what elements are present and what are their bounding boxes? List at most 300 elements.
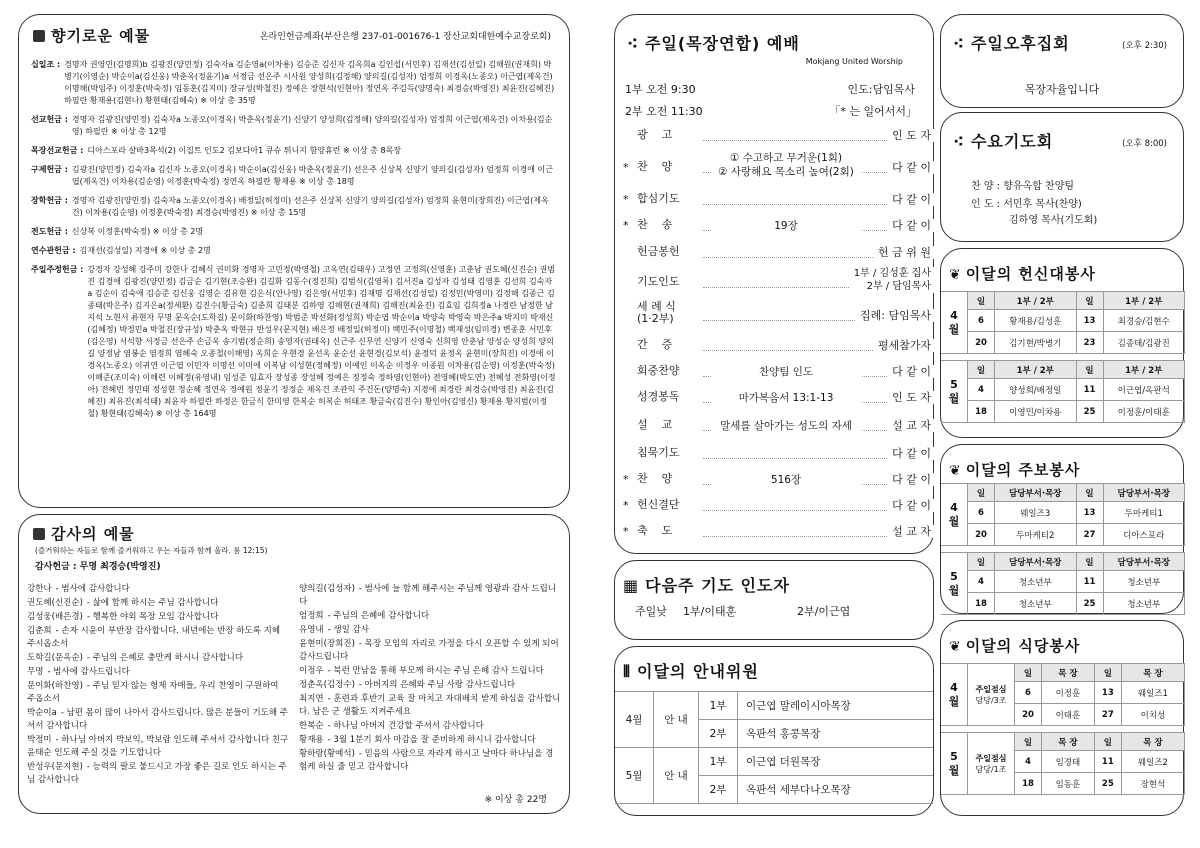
thanks-name: 황하랑(황예석) (299, 749, 355, 759)
offering-list (31, 59, 557, 420)
duty-header-cell: 일 (968, 292, 995, 310)
duty-names: 이정훈/이태훈 (1103, 401, 1185, 423)
thanks-item (299, 679, 561, 692)
wednesday-panel (940, 112, 1184, 242)
worship-star: * (623, 525, 629, 538)
offering-group-label: 목장선교헌금 : (31, 146, 84, 155)
thanks-item (299, 610, 561, 623)
duty-day: 20 (1015, 704, 1042, 726)
offering-group-label: 십일조 : (31, 60, 61, 69)
duty-header-cell: 1부 / 2부 (995, 292, 1077, 310)
worship-item-name: 기도인도 (637, 275, 680, 288)
offering-group (31, 245, 557, 257)
worship-item-leader: 다 같 이 (888, 499, 935, 512)
duty-day: 20 (968, 332, 995, 354)
duty-names: 임동훈 (1042, 773, 1095, 795)
worship-item-name: 합심기도 (637, 192, 680, 205)
heart-bullet-icon: ❦ (949, 463, 962, 479)
thanks-item (299, 734, 561, 747)
thanks-name: 강한나 (27, 584, 52, 594)
duty-month: 4 월 (941, 484, 968, 546)
thanks-text: - 삶에 함께 하시는 주님 감사합니다 (86, 598, 219, 608)
duty-header-cell: 일 (1094, 664, 1121, 682)
duty-day: 13 (1076, 502, 1103, 524)
worship-item-leader: 다 같 이 (888, 219, 935, 232)
duty-names: 이영민/이차용 (995, 401, 1077, 423)
worship-item (615, 149, 935, 187)
guides-part: 2부 (699, 776, 738, 804)
duty-names: 웨일즈3 (995, 502, 1077, 524)
offering-group (31, 264, 557, 420)
thanks-name: 정춘옥(김정수) (299, 680, 355, 690)
duty-names: 청소년부 (995, 571, 1077, 593)
guides-table (615, 691, 933, 804)
bulletin-duty-tables (941, 483, 1185, 621)
worship-item (615, 467, 935, 493)
thanks-item (27, 680, 289, 706)
worship-item (615, 239, 935, 267)
thanks-text: - 생일 감사 (327, 625, 369, 635)
duty-names: 웨일즈1 (1121, 682, 1184, 704)
duty-month: 4 월 (941, 664, 968, 726)
duty-month: 5 월 (941, 733, 968, 795)
thanks-name: 유영내 (299, 625, 324, 635)
duty-day: 13 (1094, 682, 1121, 704)
worship-item-content: 19장 (711, 219, 861, 233)
worship-item-leader: 집례: 담임목사 (856, 309, 935, 322)
duty-names: 이정훈 (1042, 682, 1095, 704)
offering-group-names: 디아스포라 살바3목석(2) 이집트 인도2 김보다아1 큐슈 튀니지 함양휴런 ※ 이상 총 8목장 (87, 146, 402, 155)
thanks-text: - 행복한 야외 목장 모임 감사합니다 (86, 612, 219, 622)
thanks-text: - 범사에 감사합니다 (55, 584, 130, 594)
thanks-right-column (299, 583, 561, 775)
bulletin-duty-table (941, 552, 1185, 615)
duty-header-cell: 담당부서·목장 (1103, 553, 1185, 571)
worship-item-name: 찬 양 (637, 160, 673, 173)
duty-row (941, 310, 1185, 332)
duty-label-sub: 담당/1조 (975, 764, 1007, 774)
duty-names: 두마케티1 (1103, 502, 1185, 524)
checker-bullet-icon: ▦ (623, 576, 640, 595)
duty-header-cell: 목 장 (1121, 733, 1184, 751)
guides-month: 5월 (615, 748, 654, 804)
duty-names: 양성희/배정일 (995, 379, 1077, 401)
duty-row (941, 379, 1185, 401)
duty-row (941, 593, 1185, 615)
thanks-text: - 하나님 아버지 박보익, 박보람 인도해 주셔서 감사합니다 친구 윤태순 인도해 주실 것을 기도합니다 (27, 735, 289, 758)
worship-item-leader: 다 같 이 (888, 365, 935, 378)
thanks-item (27, 734, 289, 760)
worship-item (615, 411, 935, 441)
duty-header-cell: 목 장 (1042, 733, 1095, 751)
standing-note: 「* 는 일어서서」 (829, 105, 917, 118)
worship-item-leader: 인 도 자 (888, 391, 935, 404)
thanks-name: 최지연 (299, 694, 324, 704)
thanks-text: - 하나님 아버지 건강할 주셔서 감사합니다 (327, 721, 484, 731)
worship-item-name: 헌신결단 (637, 498, 680, 511)
worship-item (615, 333, 935, 359)
worship-item-leader: 다 같 이 (888, 161, 935, 174)
duty-day: 6 (1015, 682, 1042, 704)
duty-header-cell: 1부 / 2부 (1103, 361, 1185, 379)
thanks-item (299, 665, 561, 678)
wednesday-time: (오후 8:00) (1122, 139, 1167, 149)
worship-item-content: 말세를 살아가는 성도의 자세 (711, 419, 861, 433)
offering-duty-tables (941, 291, 1185, 429)
worship-title: 주일(목장연합) 예배 (644, 34, 800, 53)
worship-item-name: 설 교 (637, 418, 673, 431)
heart-bullet-icon: ❦ (949, 267, 962, 283)
duty-names: 김기현/박병기 (995, 332, 1077, 354)
duty-day: 13 (1076, 310, 1103, 332)
thanks-item (27, 625, 289, 651)
title-bullet-icon (33, 30, 45, 42)
duty-header-cell: 일 (1015, 733, 1042, 751)
thanks-item (299, 748, 561, 774)
duty-header-row (941, 484, 1185, 502)
offering-duty-table (941, 291, 1185, 354)
duty-header-cell: 일 (968, 484, 995, 502)
thanks-name: 무명 (27, 667, 44, 677)
worship-item (615, 519, 935, 545)
offering-group-label: 구제헌금 : (31, 165, 68, 174)
offering-group-label: 전도헌금 : (31, 227, 68, 236)
thanks-text: - 남편 몸이 많이 나아서 감사드립니다. 많은 분들이 기도해 주셔서 감사합니다 (27, 708, 288, 731)
thanks-item (299, 624, 561, 637)
duty-header-cell: 목 장 (1121, 664, 1184, 682)
worship-item-leader: 1부 / 김성훈 집사 2부 / 담임목사 (850, 267, 935, 293)
worship-item-name: 회중찬양 (637, 364, 680, 377)
duty-month: 5 월 (941, 553, 968, 615)
duty-month: 5 월 (941, 361, 968, 423)
worship-item (615, 213, 935, 239)
prayer-leader-second: 2부/이근엽 (797, 605, 851, 618)
thanks-total: ※ 이상 총 22명 (484, 795, 547, 805)
duty-header-row (941, 553, 1185, 571)
duty-day: 27 (1076, 524, 1103, 546)
duty-names: 청소년부 (995, 593, 1077, 615)
kitchen-duty-table (941, 663, 1185, 726)
guides-role: 안 내 (654, 692, 699, 748)
guides-part: 1부 (699, 748, 738, 776)
guides-month: 4월 (615, 692, 654, 748)
worship-item-content: ① 수고하고 무거운(1회) ② 사랑해요 목소리 높여(2회) (711, 151, 861, 179)
worship-item-name: 세 례 식 (1·2부) (637, 300, 676, 325)
duty-day: 11 (1076, 379, 1103, 401)
offering-group-names: 김재선(김성일) 지경애 ※ 이상 총 2명 (79, 246, 211, 255)
prayer-leaders-panel (614, 560, 934, 640)
worship-item-leader: 설 교 자 (888, 525, 935, 538)
thanks-name: 엄정희 (299, 611, 324, 621)
thanks-item (27, 611, 289, 624)
offering-group-names: 김광진(양민정) 김숙자a 김신자 노종오(이경옥) 박순이a(김신웅) 박춘옥(정윤기) 선은주 신상복 신양기 양의길(김성자) 엄정희 이경애 이근엽(제옥건) 이차용(김순영) 이정훈(박숙정) 정연옥 하필란 황재용 ※ 이상 총 18명 (71, 165, 554, 186)
offering-group-names: 경명자 권영민(김명희)b 김광진(양민정) 김숙자a 김순영a(이차용) 김승준 김신자 김옥희a 김인섭(서민후) 김재선(김선일) 김해원(권재희) 박병기(이영순) 박순이a(김신웅) 박춘옥(정윤기)a 서정금 선은주 시사원 양성희(김정해) 양의길(김성자) 엄정희 이경옥(노종오) 이근엽(제옥건) 이명해(박임주) 이정훈(박숙정) 임동훈(김지미) 장규성(박철진) 정예은 장현석(인현아) 정연옥 주김득(양명숙) 최경승(박영진) 최윤진(김혜진) 하필란 황재용(김현나) 황현태(김혜숙) ※ 이상 총 35명 (64, 60, 555, 105)
duty-row (941, 524, 1185, 546)
duty-label-main: 주일점심 (975, 684, 1007, 694)
worship-item-leader: 다 같 이 (888, 473, 935, 486)
guides-row (615, 692, 933, 720)
worship-item-name: 헌금봉헌 (637, 245, 680, 258)
duty-names: 이태훈 (1042, 704, 1095, 726)
worship-item-name: 성경봉독 (637, 390, 680, 403)
worship-item (615, 441, 935, 467)
kitchen-duty-title: 이달의 식당봉사 (965, 637, 1081, 655)
duty-names: 장현석 (1121, 773, 1184, 795)
thanks-name: 황재용 (299, 735, 324, 745)
duty-day: 4 (968, 571, 995, 593)
guides-role: 안 내 (654, 748, 699, 804)
worship-item (615, 385, 935, 411)
worship-item-name: 찬 송 (637, 218, 673, 231)
duty-names: 이치성 (1121, 704, 1184, 726)
offering-group (31, 145, 557, 157)
duty-day: 20 (968, 524, 995, 546)
duty-day: 25 (1076, 593, 1103, 615)
duty-month: 4 월 (941, 292, 968, 354)
worship-item-name: 간 증 (637, 338, 673, 351)
offering-group-label: 주일주정헌금 : (31, 265, 84, 274)
thanks-text: - 훈련과 후반기 교육 잘 마치고 자대배치 받게 하심을 감사합니다. 남은 군 생활도 지켜주세요 (299, 694, 561, 717)
offering-panel (18, 14, 570, 508)
worship-panel (614, 14, 934, 554)
duty-day: 11 (1076, 571, 1103, 593)
thanks-name: 박순이a (27, 708, 57, 718)
bullet-icon: ⁖ (953, 34, 965, 53)
duty-names: 황재용/김성훈 (995, 310, 1077, 332)
duty-header-cell: 1부 / 2부 (1103, 292, 1185, 310)
bars-bullet-icon: ⦀ (623, 662, 632, 681)
thanks-title: 감사의 예물 (51, 525, 135, 543)
thanks-item (27, 666, 289, 679)
thanks-text: - 목장 모임의 자리로 가정을 다시 오픈할 수 있게 되어 감사드립니다 (299, 639, 559, 662)
bullet-icon: ⁖ (953, 132, 965, 151)
kitchen-duty-tables (941, 663, 1185, 801)
duty-day: 25 (1094, 773, 1121, 795)
thanks-name: 윤현미(장희진) (299, 639, 355, 649)
thanks-name: 이정우 (299, 666, 324, 676)
wednesday-leader: 인 도 : 서민후 목사(찬양) (971, 199, 1082, 210)
duty-label-sub: 담당/3조 (975, 695, 1007, 705)
worship-star: * (623, 161, 629, 174)
wednesday-praise: 찬 양 : 향유옥합 찬양팀 (971, 181, 1075, 192)
thanks-item (27, 583, 289, 596)
duty-names: 김종태/김광진 (1103, 332, 1185, 354)
thanks-text: - 주님의 은혜에 감사합니다 (327, 611, 430, 621)
duty-header-row (941, 664, 1185, 682)
thanks-item (299, 638, 561, 664)
thanks-name: 김성웅(배은경) (27, 612, 83, 622)
duty-names: 이근엽/옥판석 (1103, 379, 1185, 401)
guides-value: 옥판석 세부다나오목장 (738, 776, 934, 804)
thanks-name: 권도혜(신진순) (27, 598, 83, 608)
thanks-subtitle: 감사헌금 : 무명 최경승(박영진) (35, 562, 161, 572)
worship-item (615, 267, 935, 299)
account-info: 온라인헌금계좌(부산은행 237-01-001676-1 장산교회대한예수교장로회) (259, 32, 551, 42)
duty-header-cell: 일 (1076, 553, 1103, 571)
duty-header-cell: 일 (1076, 484, 1103, 502)
thanks-text: - 북런 만남을 통해 부모께 하시는 주님 은혜 감사 드립니다 (327, 666, 544, 676)
title-bullet-icon (33, 528, 45, 540)
offering-group (31, 164, 557, 188)
thanks-item (27, 597, 289, 610)
afternoon-time: (오후 2:30) (1122, 41, 1167, 51)
worship-item-name: 침묵기도 (637, 446, 680, 459)
duty-label-main: 주일점심 (975, 753, 1007, 763)
duty-names: 두마케티2 (995, 524, 1077, 546)
worship-item-leader: 다 같 이 (888, 447, 935, 460)
offering-group-names: 경명자 김광진(양민정) 김숙자a 노종오(이경옥) 배정일(허정미) 선은주 신상복 신양기 양의길(김성자) 엄정희 윤현미(장희진) 이근엽(제옥건) 이차용(김순영) 이정훈(박숙정) 최경승(박영진) ※ 이상 총 15명 (71, 196, 549, 217)
thanks-left-column (27, 583, 289, 788)
thanks-name: 도학길(문옥순) (27, 653, 83, 663)
wednesday-leader-2: 김하영 목사(기도회) (1009, 215, 1098, 226)
thanks-name: 양의길(김성자) (299, 584, 355, 594)
thanks-text: - 주님 믿지 않는 형제 자매들, 우리 찬영이 구원하여 주옵소서 (27, 681, 279, 704)
duty-header-row (941, 733, 1185, 751)
guides-part: 2부 (699, 720, 738, 748)
worship-item-content: 516장 (711, 473, 861, 487)
prayer-leaders-label: 주일낮 (635, 605, 667, 618)
duty-row (941, 401, 1185, 423)
worship-item-leader: 다 같 이 (888, 193, 935, 206)
bible-verse: (즐거워하는 자들로 함께 즐거워하고 우는 자들과 함께 울라. 롬 12:15) (35, 546, 268, 555)
duty-names: 청소년부 (1103, 571, 1185, 593)
afternoon-text: 목장자율입니다 (1024, 83, 1100, 96)
second-service-time: 2부 오전 11:30 (625, 105, 703, 118)
worship-item (615, 493, 935, 519)
kitchen-duty-table (941, 732, 1185, 795)
offering-group-names: 강경자 강성혜 강주미 강한나 김혜식 권미화 경명자 고민정(박영철) 고옥연(김태우) 고정연 고정희(신영훈) 고춘남 권도혜(신진순) 권범진 김경애 김광진(양민정) 김금순 김기현(조승완) 김길화 김동수(정진희) 김범식(김영록) 김서진a 김성자 김성태 김영훈 김선희 김숙자a 김순이 김숙애 김승준 김신웅 김영순 김유현 김은식(안나영) 김은영(서민후) 김재명 김재선(김성일) 김정민(박영미) 김정해 김종근 김종태(박은주) 김지은a(정세환) 김진수(황금숙) 김춘희 김태분 김하영 김해현(권재희) 김해진(최윤진) 김효임 김희정a 나경란 남정한 남지석 노현서 류현자 무명 문옥순(도학길) 문이화(하찬영) 박범준 박선화(정성희) 박순엽 박순이a 박양숙 박영숙 박은주a 박지미 박재신(김혜정) 박정민a 박철진(장규성) 박춘옥 박현규 반성우(문지현) 배은정 배정일(허정미) 백민주(이명철) 백재성(임미경) 변종훈 서민후(김은영) 서석향 서정금 선은주 손금옥 송기범(정순희) 송영자(권태옥) 신근주 신무연 신양기 신영숙 신희영 안춘남 양성순 양성희 양의길 양정남 염봉순 염정희 염혜숙 오종철(이해영) 옥희순 우현경 윤선옥 윤순선 윤현경(김보석) 윤정덕 윤정옥 윤현미(장희진) 이경애 이경옥(노종오) 이귀연 이근엽 이민자 이명선 이미애 이복남 이성현(정혜정) 이예인 이옥순 이정우 이종원 이차용(김순영) 이정훈(박숙정) 이해준(조미숙) 이해련 이혜정(유영내) 임성준 임효자 장성종 장성혜 정예은 정정숙 정하영(인현아) 전영혜(박도연) 전혜성 전화영(이정아) 전혜빈 정민태 정성현 정순혜 정연옥 정예원 정윤기 정정순 제옥건 조관익 주건돈(양명숙) 지경애 최경란 최경승(박영진) 최윤진(김혜진) 최유진(최석태) 최윤자 하필란 하정은 한금식 한미영 한복순 허복순 허태조 황금숙(김진수) 황인아(김영신) 황재용 황지범(이정철) 황현태(김혜숙) ※ 이상 총 164명 (87, 265, 556, 418)
prayer-leaders-title: 다음주 기도 인도자 (645, 576, 790, 595)
offering-group-names: 신상복 이정훈(박숙정) ※ 이상 총 2명 (71, 227, 204, 236)
worship-item-name: 찬 양 (637, 472, 673, 485)
duty-day: 6 (968, 310, 995, 332)
duty-label (968, 664, 1015, 726)
thanks-text: - 능력의 팔로 붙드시고 가장 좋은 길로 인도 하시는 주님 감사합니다 (27, 762, 287, 785)
offering-group-names: 경명자 김광진(양민정) 김숙자a 노종오(이경옥) 박춘옥(정윤기) 신양기 양성희(김정해) 양의길(김성자) 엄정희 이근엽(제옥건) 이차용(김순영) 하필란 ※ 이상 총 12명 (71, 115, 553, 136)
offering-group-label: 선교헌금 : (31, 115, 68, 124)
offering-group (31, 195, 557, 219)
duty-day: 18 (1015, 773, 1042, 795)
guides-value: 이근엽 말레이시아목장 (738, 692, 934, 720)
afternoon-panel (940, 14, 1184, 108)
bulletin-duty-table (941, 483, 1185, 546)
duty-day: 6 (968, 502, 995, 524)
duty-header-cell: 일 (1015, 664, 1042, 682)
guides-title: 이달의 안내위원 (637, 662, 759, 681)
worship-item-leader: 평세참가자 (874, 339, 935, 352)
worship-item-name: 축 도 (637, 524, 673, 537)
wednesday-title: 수요기도회 (970, 132, 1054, 151)
thanks-item (27, 652, 289, 665)
guides-grid (615, 691, 933, 804)
offering-title: 향기로운 예물 (51, 27, 151, 45)
thanks-text: - 손자 시윤이 부반장 감사합니다. 내년에는 반장 하도록 지혜 주시옵소서 (27, 626, 281, 649)
duty-header-cell: 일 (1094, 733, 1121, 751)
worship-item (615, 359, 935, 385)
thanks-name: 문이화(하찬영) (27, 681, 83, 691)
heart-bullet-icon: ❦ (949, 639, 962, 655)
duty-header-cell: 목 장 (1042, 664, 1095, 682)
thanks-name: 김춘희 (27, 626, 52, 636)
thanks-text: - 주님의 은혜로 충만케 하시니 감사합니다 (86, 653, 244, 663)
afternoon-title: 주일오후집회 (970, 34, 1070, 53)
duty-header-row (941, 292, 1185, 310)
guides-row (615, 748, 933, 776)
worship-subtitle: Mokjang United Worship (805, 57, 903, 66)
thanks-text: - 믿음의 사람으로 자라게 하시고 날마다 하나님을 경험케 하실 줄 믿고 감사합니다 (299, 749, 554, 772)
offering-duty-title: 이달의 헌신대봉사 (965, 265, 1096, 283)
duty-names: 디아스포라 (1103, 524, 1185, 546)
duty-label (968, 733, 1015, 795)
worship-bullet-icon: ⁖ (627, 34, 639, 53)
thanks-text: - 범사에 감사드립니다 (47, 667, 130, 677)
duty-row (941, 502, 1185, 524)
duty-day: 25 (1076, 401, 1103, 423)
worship-item-name: 광 고 (637, 128, 673, 141)
duty-day: 18 (968, 401, 995, 423)
thanks-item (299, 693, 561, 719)
duty-day: 23 (1076, 332, 1103, 354)
thanks-name: 한복순 (299, 721, 324, 731)
worship-star: * (623, 219, 629, 232)
first-service-time: 1부 오전 9:30 (625, 83, 696, 96)
duty-header-cell: 1부 / 2부 (995, 361, 1077, 379)
offering-duty-panel (940, 248, 1184, 438)
offering-group-label: 장학헌금 : (31, 196, 68, 205)
kitchen-duty-panel (940, 620, 1184, 816)
prayer-leader-first: 1부/이태훈 (683, 605, 737, 618)
offering-group (31, 114, 557, 138)
guides-value: 이근엽 더원목장 (738, 748, 934, 776)
thanks-text: - 아버지의 은혜와 주님 사랑 감사드립니다 (358, 680, 516, 690)
thanks-item (27, 707, 289, 733)
thanks-item (299, 583, 561, 609)
worship-item-leader: 설 교 자 (888, 419, 935, 432)
bulletin-duty-title: 이달의 주보봉사 (965, 461, 1081, 479)
duty-header-cell: 일 (1076, 361, 1103, 379)
thanks-text: - 3월 1분기 회사 마감을 잘 준비하게 하시니 감사합니다 (327, 735, 536, 745)
thanks-item (27, 761, 289, 787)
offering-group-label: 연수관헌금 : (31, 246, 76, 255)
guides-part: 1부 (699, 692, 738, 720)
worship-item-content: 찬양팀 인도 (711, 365, 861, 379)
worship-item (615, 123, 935, 149)
duty-names: 최경승/김현수 (1103, 310, 1185, 332)
thanks-name: 박정미 (27, 735, 52, 745)
worship-item-leader: 인 도 자 (888, 129, 935, 142)
duty-header-cell: 담당부서·목장 (995, 553, 1077, 571)
duty-header-cell: 일 (1076, 292, 1103, 310)
duty-header-cell: 일 (968, 553, 995, 571)
first-service-leader: 인도:담임목사 (847, 83, 915, 96)
duty-header-cell: 담당부서·목장 (1103, 484, 1185, 502)
worship-star: * (623, 193, 629, 206)
duty-names: 청소년부 (1103, 593, 1185, 615)
duty-row (941, 332, 1185, 354)
duty-day: 11 (1094, 751, 1121, 773)
duty-row (941, 571, 1185, 593)
worship-star: * (623, 499, 629, 512)
duty-names: 임경태 (1042, 751, 1095, 773)
worship-item (615, 187, 935, 213)
thanks-text: - 범사에 늘 함께 해주시는 주님께 영광과 감사 드립니다 (299, 584, 557, 607)
duty-header-cell: 일 (968, 361, 995, 379)
offering-duty-table (941, 360, 1185, 423)
thanks-name: 반성우(문지현) (27, 762, 83, 772)
worship-star: * (623, 473, 629, 486)
thanks-item (299, 720, 561, 733)
worship-item (615, 299, 935, 333)
